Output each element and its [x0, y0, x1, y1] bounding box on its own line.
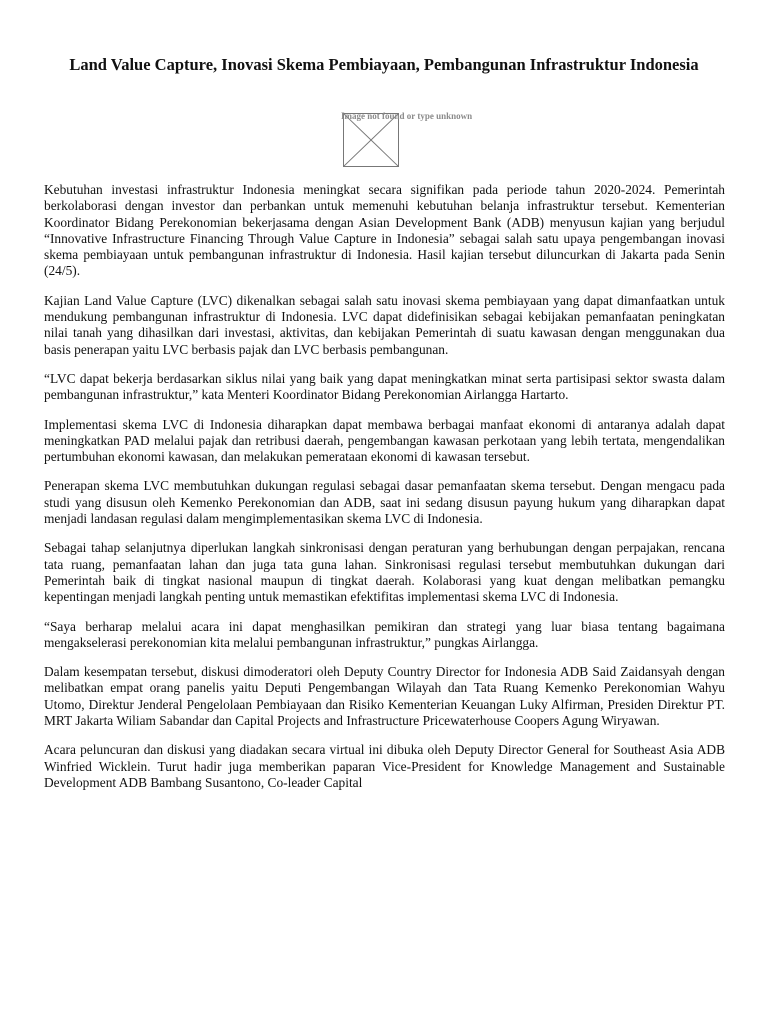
paragraph: “LVC dapat bekerja berdasarkan siklus nilai yang baik yang dapat meningkatkan minat serta partisipasi sektor swasta dalam pembangunan infrastruktur,” kata Menteri Koordinator Bidang Perekonomian Airlangga Hartarto.	[44, 370, 725, 403]
paragraph: Kebutuhan investasi infrastruktur Indonesia meningkat secara signifikan pada periode tahun 2020-2024. Pemerintah berkolaborasi dengan investor dan perbankan untuk memenuhi kebutuhan belanja infrastruktur tersebut. Kementerian Koordinator Bidang Perekonomian bekerjasama dengan Asian Development Bank (ADB) menyusun kajian yang berjudul “Innovative Infrastructure Financing Through Value Capture in Indonesia” sebagai salah satu upaya pengembangan inovasi skema pembiayaan untuk pembangunan infrastruktur di Indonesia. Hasil kajian tersebut diluncurkan di Jakarta pada Senin (24/5).	[44, 182, 725, 279]
paragraph: Dalam kesempatan tersebut, diskusi dimoderatori oleh Deputy Country Director for Indonesia ADB Said Zaidansyah dengan melibatkan empat orang panelis yaitu Deputi Pengembangan Wilayah dan Tata Ruang Kemenko Perekonomian Wahyu Utomo, Direktur Jenderal Pengelolaan Pembiayaan dan Risiko Kementerian Keuangan Luky Alfirman, Presiden Direktur PT. MRT Jakarta Wiliam Sabandar dan Capital Projects and Infrastructure Pricewaterhouse Coopers Agung Wiryawan.	[44, 664, 725, 729]
paragraph: “Saya berharap melalui acara ini dapat menghasilkan pemikiran dan strategi yang luar biasa tentang bagaimana mengakselerasi perekonomian kita melalui pembangunan infrastruktur,” pungkas Airlangga.	[44, 618, 725, 650]
image-placeholder-label: Image not found or type unknown	[341, 111, 473, 121]
document-title: Land Value Capture, Inovasi Skema Pembiayaan, Pembangunan Infrastruktur Indonesia	[69, 55, 699, 74]
broken-image-placeholder	[341, 111, 473, 167]
broken-image-icon	[343, 113, 399, 167]
paragraph: Kajian Land Value Capture (LVC) dikenalkan sebagai salah satu inovasi skema pembiayaan yang dapat dimanfaatkan untuk mendukung pembangunan infrastruktur di Indonesia. LVC dapat didefinisikan sebagai kebijakan pemanfaatan peningkatan nilai tanah yang dihasilkan dari investasi, aktivitas, dan kebijakan Pemerintah di suatu kawasan dengan menggunakan dua basis penerapan yaitu LVC berbasis pajak dan LVC berbasis pembangunan.	[44, 292, 725, 357]
paragraph: Acara peluncuran dan diskusi yang diadakan secara virtual ini dibuka oleh Deputy Director General for Southeast Asia ADB Winfried Wicklein. Turut hadir juga memberikan paparan Vice-President for Knowledge Management and Sustainable Development ADB Bambang Susantono, Co-leader Capital	[44, 742, 725, 790]
paragraph: Sebagai tahap selanjutnya diperlukan langkah sinkronisasi dengan peraturan yang berhubungan dengan perpajakan, rencana tata ruang, pemanfaatan lahan dan juga tata guna lahan. Sinkronisasi regulasi tersebut membutuhkan dukungan dari Pemerintah baik di tingkat nasional maupun di tingkat daerah. Kolaborasi yang kuat dengan melibatkan pemangku kepentingan menjadi langkah penting untuk memastikan efektifitas implementasi skema LVC di Indonesia.	[44, 540, 725, 605]
article-body	[44, 182, 725, 804]
paragraph: Implementasi skema LVC di Indonesia diharapkan dapat membawa berbagai manfaat ekonomi di antaranya adalah dapat meningkatkan PAD melalui pajak dan retribusi daerah, pengembangan kawasan perkotaan yang lebih tertata, mengendalikan pertumbuhan ekonomi kawasan, dan melakukan pemerataan ekonomi di kawasan tersebut.	[44, 416, 725, 465]
paragraph: Penerapan skema LVC membutuhkan dukungan regulasi sebagai dasar pemanfaatan skema tersebut. Dengan mengacu pada studi yang disusun oleh Kemenko Perekonomian dan ADB, saat ini sedang disusun payung hukum yang diharapkan dapat menjadi landasan regulasi dalam mengimplementasikan skema LVC di Indonesia.	[44, 478, 725, 527]
